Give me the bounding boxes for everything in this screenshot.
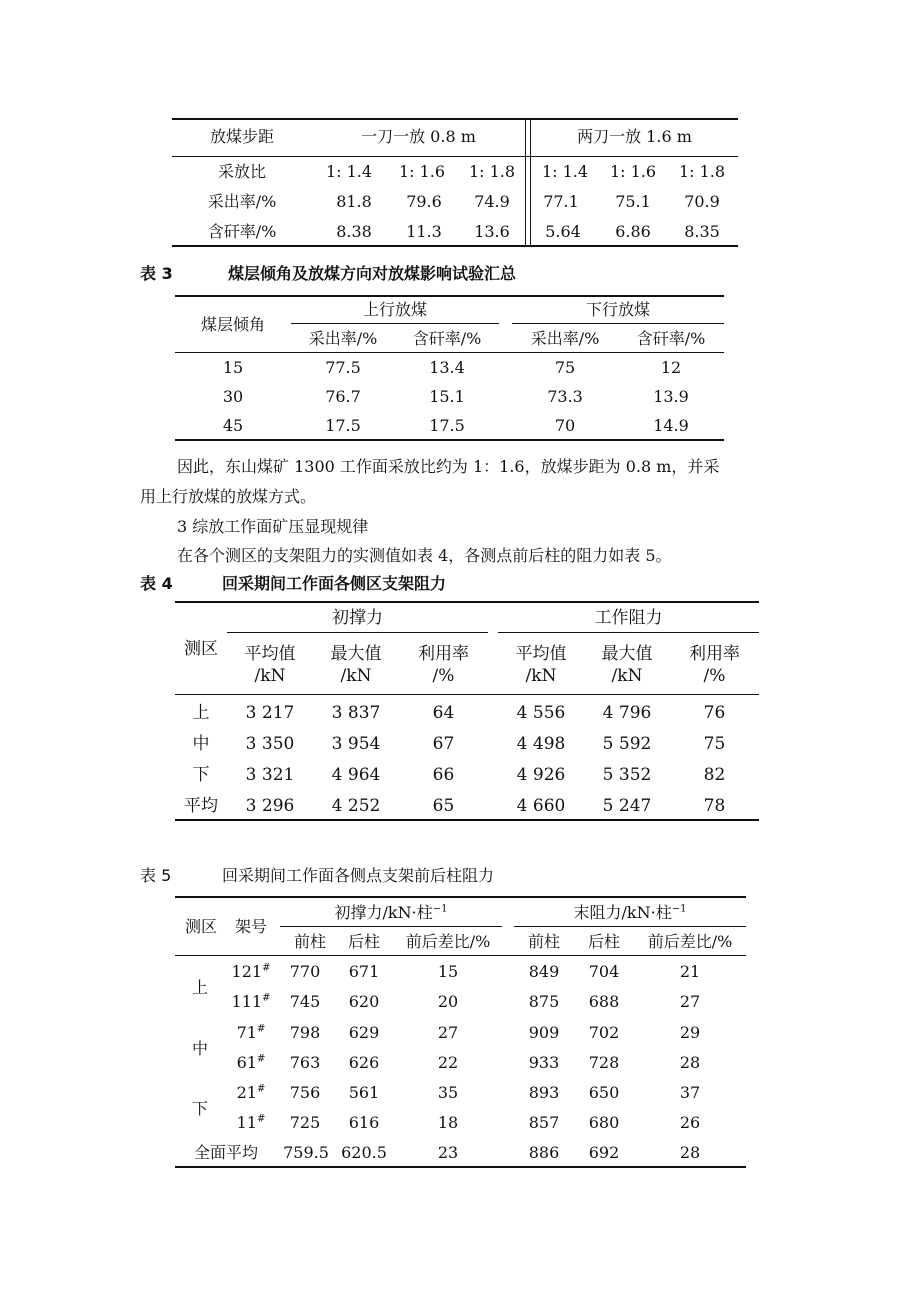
subheader: 前后差比/% — [405, 932, 491, 951]
table-cell: 中 — [192, 734, 210, 754]
table-cell: 759.5 — [283, 1143, 329, 1162]
table-cell: 75.1 — [615, 192, 651, 211]
table-cell: 3 217 — [245, 703, 295, 723]
table-cell: 875 — [528, 992, 560, 1011]
table-cell: 20 — [437, 992, 459, 1011]
table-cell: 采放比 — [217, 162, 266, 181]
zone-label: 中 — [191, 1039, 208, 1058]
table-cell: 81.8 — [336, 192, 372, 211]
table-cell: 下 — [192, 765, 210, 785]
table-cell: 4 252 — [331, 796, 381, 816]
table-cell: 15.1 — [429, 387, 465, 406]
table-cell: 616 — [348, 1113, 380, 1132]
table-cell: 28 — [679, 1053, 701, 1072]
table-cell: 1: 1.4 — [325, 162, 373, 181]
subheader-unit: /kN — [611, 666, 643, 686]
table-cell: 27 — [437, 1023, 459, 1042]
table-cell: 13.9 — [653, 387, 689, 406]
table-cell: 22 — [437, 1053, 459, 1072]
header-zone: 测区 — [184, 917, 217, 936]
subheader: 平均值 — [515, 644, 567, 664]
subheader: 前柱 — [527, 932, 560, 951]
table-cell: 11.3 — [406, 222, 442, 241]
table-cell: 728 — [588, 1053, 620, 1072]
body-paragraph: 在各个测区的支架阻力的实测值如表 4，各测点前后柱的阻力如表 5。 — [177, 546, 672, 565]
subheader-unit: /kN — [525, 666, 557, 686]
subheader: 最大值 — [601, 644, 653, 664]
table-cell: 平均 — [184, 796, 218, 816]
table-cell: 1: 1.8 — [468, 162, 516, 181]
table-cell: 含矸率/% — [207, 222, 277, 241]
table-cell: 8.38 — [336, 222, 372, 241]
table-cell: 6.86 — [615, 222, 651, 241]
table-cell: 27 — [679, 992, 701, 1011]
table-cell: 763 — [289, 1053, 321, 1072]
subheader: 含矸率/% — [412, 329, 482, 348]
frame-number: 61# — [236, 1053, 266, 1072]
subheader: 前柱 — [293, 932, 326, 951]
table-cell: 15 — [222, 358, 244, 377]
table-5-caption-number: 表 5 — [140, 866, 172, 885]
table-cell: 18 — [437, 1113, 459, 1132]
table-cell: 64 — [432, 703, 455, 723]
table-5-caption-title: 回采期间工作面各侧点支架前后柱阻力 — [222, 866, 495, 885]
table-4-caption-title: 回采期间工作面各侧区支架阻力 — [222, 574, 447, 593]
table-cell: 13.6 — [474, 222, 510, 241]
subheader: 利用率 — [689, 644, 740, 664]
header-step: 放煤步距 — [209, 127, 274, 146]
zone-label: 下 — [191, 1099, 208, 1118]
table-cell: 688 — [588, 992, 620, 1011]
table-cell: 798 — [289, 1023, 321, 1042]
subheader: 采出率/% — [308, 329, 378, 348]
table-cell: 626 — [348, 1053, 380, 1072]
table-cell: 692 — [588, 1143, 620, 1162]
table-cell: 3 954 — [331, 734, 381, 754]
table-cell: 66 — [432, 765, 455, 785]
table-cell: 70.9 — [684, 192, 720, 211]
subheader: 后柱 — [587, 932, 620, 951]
table-cell: 3 837 — [331, 703, 381, 723]
subheader-unit: /% — [432, 666, 455, 686]
table-cell: 14.9 — [653, 416, 689, 435]
frame-number: 71# — [236, 1023, 266, 1042]
table-cell: 3 296 — [245, 796, 295, 816]
table-cell: 3 350 — [245, 734, 295, 754]
table-cell: 5.64 — [545, 222, 581, 241]
table-cell: 4 964 — [331, 765, 381, 785]
table-cell: 21 — [679, 962, 701, 981]
subheader: 平均值 — [244, 644, 296, 664]
table-cell: 17.5 — [325, 416, 361, 435]
table-cell: 37 — [679, 1083, 701, 1102]
table-cell: 35 — [437, 1083, 459, 1102]
table-cell: 12 — [660, 358, 682, 377]
table-cell: 5 592 — [602, 734, 652, 754]
table-cell: 725 — [289, 1113, 321, 1132]
header-initial-support: 初撑力 — [332, 608, 383, 628]
table-cell: 671 — [348, 962, 380, 981]
table-cell: 23 — [437, 1143, 459, 1162]
body-paragraph: 因此，东山煤矿 1300 工作面采放比约为 1：1.6，放煤步距为 0.8 m，并采 — [177, 457, 720, 476]
table-cell: 1: 1.4 — [541, 162, 589, 181]
table-cell: 77.5 — [325, 358, 361, 377]
table-cell: 15 — [437, 962, 459, 981]
subheader: 后柱 — [347, 932, 380, 951]
table-cell: 13.4 — [429, 358, 465, 377]
header-zone: 测区 — [184, 639, 218, 659]
subheader: 利用率 — [418, 644, 469, 664]
subheader-unit: /kN — [340, 666, 372, 686]
header-down: 下行放煤 — [585, 300, 650, 319]
table-cell: 629 — [348, 1023, 380, 1042]
table-cell: 73.3 — [547, 387, 583, 406]
header-working-resistance: 工作阻力 — [594, 608, 663, 628]
table-cell: 77.1 — [543, 192, 579, 211]
table-cell: 886 — [528, 1143, 560, 1162]
table-cell: 67 — [432, 734, 455, 754]
table-cell: 909 — [528, 1023, 560, 1042]
table-cell: 70 — [554, 416, 576, 435]
table-cell: 933 — [528, 1053, 560, 1072]
table-cell: 82 — [703, 765, 726, 785]
table-cell: 8.35 — [684, 222, 720, 241]
table-cell: 全面平均 — [193, 1143, 258, 1162]
table-cell: 45 — [222, 416, 244, 435]
table-cell: 上 — [192, 703, 210, 723]
table-4-caption-number: 表 4 — [140, 574, 173, 593]
header-frame: 架号 — [234, 917, 267, 936]
header-initial-support: 初撑力/kN·柱$^{-1}$ — [334, 903, 448, 922]
table-cell: 702 — [588, 1023, 620, 1042]
table-cell: 76 — [703, 703, 726, 723]
table-cell: 74.9 — [474, 192, 510, 211]
subheader: 最大值 — [330, 644, 382, 664]
table-cell: 620.5 — [341, 1143, 387, 1162]
frame-number: 21# — [236, 1083, 266, 1102]
table-cell: 3 321 — [245, 765, 295, 785]
table-cell: 5 247 — [602, 796, 652, 816]
subheader: 采出率/% — [530, 329, 600, 348]
table-cell: 1: 1.8 — [678, 162, 726, 181]
table-cell: 76.7 — [325, 387, 361, 406]
table-cell: 849 — [528, 962, 560, 981]
frame-number: 11# — [236, 1113, 266, 1132]
table-cell: 4 796 — [602, 703, 652, 723]
frame-number: 121# — [231, 962, 271, 981]
header-group-2: 两刀一放 1.6 m — [577, 127, 692, 146]
table-cell: 650 — [588, 1083, 620, 1102]
subheader-unit: /% — [703, 666, 726, 686]
header-angle: 煤层倾角 — [200, 315, 265, 334]
table-cell: 756 — [289, 1083, 321, 1102]
header-up: 上行放煤 — [362, 300, 427, 319]
table-cell: 4 660 — [516, 796, 566, 816]
table-cell: 采出率/% — [207, 192, 277, 211]
table-cell: 680 — [588, 1113, 620, 1132]
table-cell: 4 926 — [516, 765, 566, 785]
table-cell: 1: 1.6 — [609, 162, 657, 181]
zone-label: 上 — [191, 978, 208, 997]
table-cell: 4 498 — [516, 734, 566, 754]
table-cell: 28 — [679, 1143, 701, 1162]
table-cell: 26 — [679, 1113, 701, 1132]
table-3-caption-title: 煤层倾角及放煤方向对放煤影响试验汇总 — [228, 264, 517, 283]
table-cell: 78 — [703, 796, 726, 816]
body-paragraph: 用上行放煤的放煤方式。 — [140, 487, 317, 506]
table-cell: 561 — [348, 1083, 380, 1102]
subheader-unit: /kN — [254, 666, 286, 686]
subheader: 含矸率/% — [636, 329, 706, 348]
header-group-1: 一刀一放 0.8 m — [361, 127, 476, 146]
table-cell: 75 — [554, 358, 576, 377]
table-cell: 5 352 — [602, 765, 652, 785]
table-cell: 30 — [222, 387, 244, 406]
table-cell: 893 — [528, 1083, 560, 1102]
table-cell: 745 — [289, 992, 321, 1011]
table-3-caption-number: 表 3 — [140, 264, 173, 283]
table-cell: 4 556 — [516, 703, 566, 723]
table-cell: 1: 1.6 — [398, 162, 446, 181]
header-end-resistance: 末阻力/kN·柱$^{-1}$ — [573, 903, 687, 922]
table-cell: 29 — [679, 1023, 701, 1042]
table-cell: 857 — [528, 1113, 560, 1132]
subheader: 前后差比/% — [647, 932, 733, 951]
frame-number: 111# — [231, 992, 271, 1011]
table-cell: 770 — [289, 962, 321, 981]
table-cell: 79.6 — [406, 192, 442, 211]
section-heading: 3 综放工作面矿压显现规律 — [177, 517, 369, 536]
table-cell: 704 — [588, 962, 620, 981]
table-cell: 620 — [348, 992, 380, 1011]
table-cell: 75 — [703, 734, 726, 754]
table-cell: 65 — [432, 796, 455, 816]
table-cell: 17.5 — [429, 416, 465, 435]
